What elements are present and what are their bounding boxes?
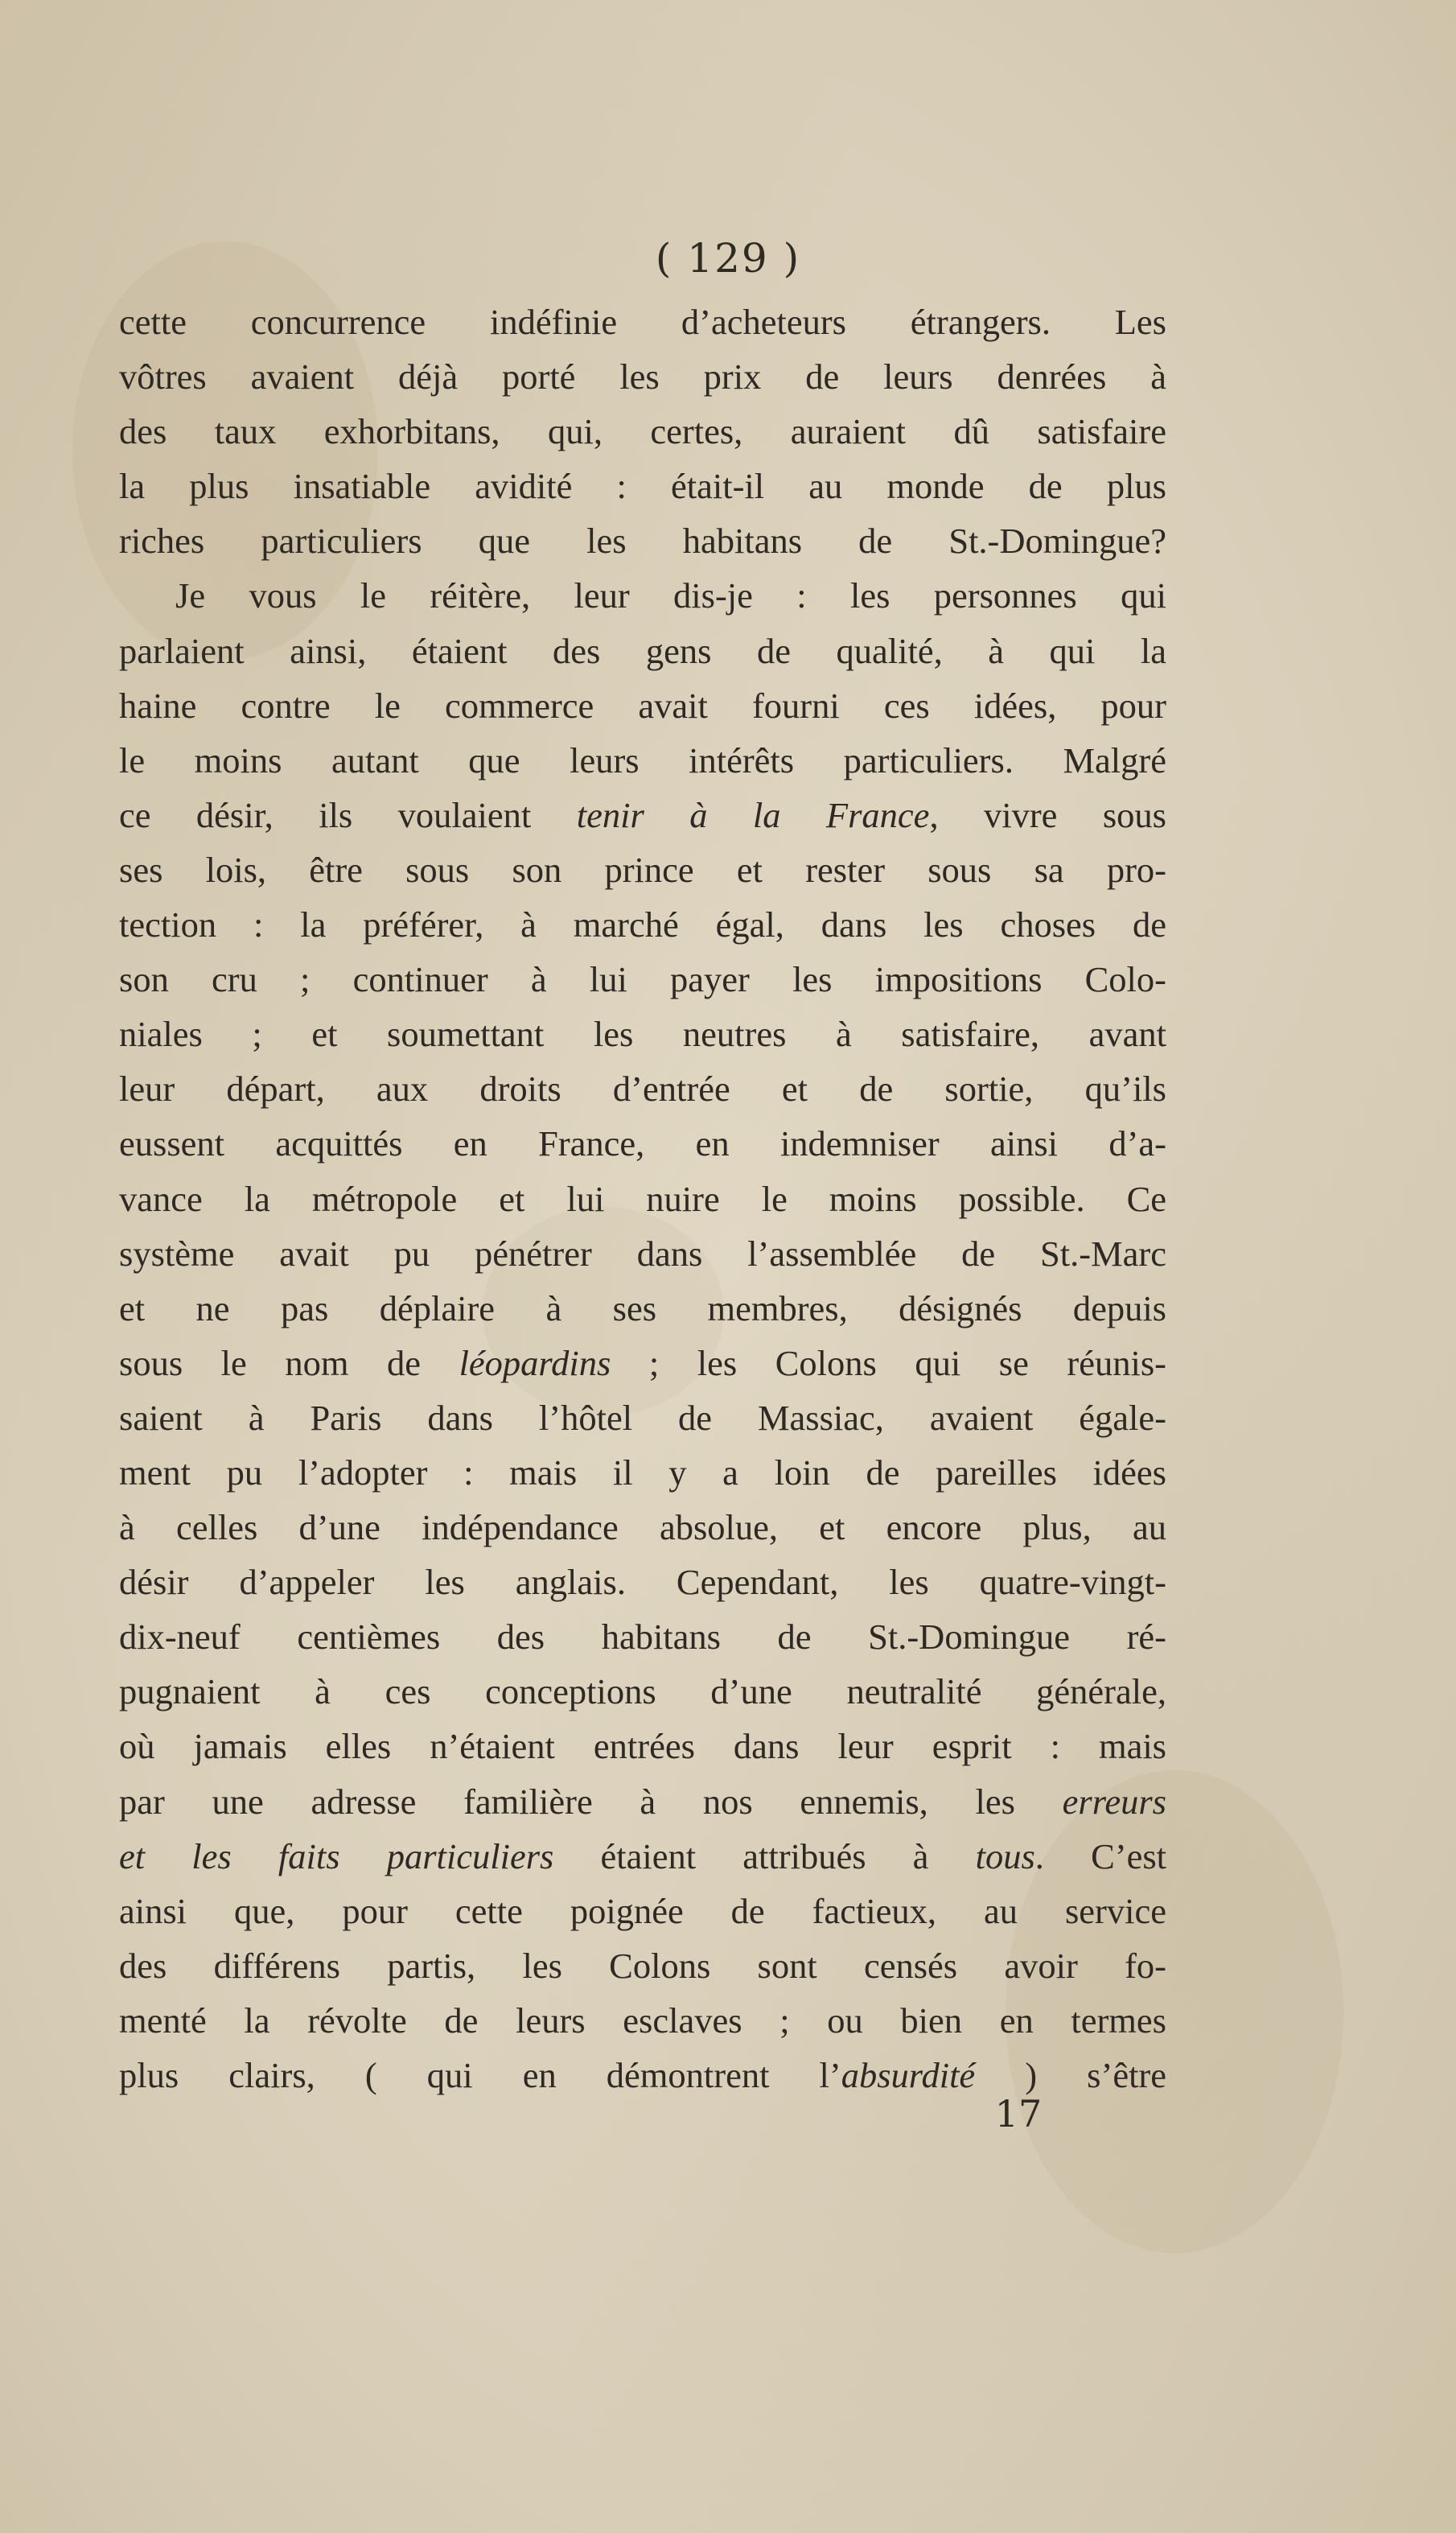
text-run: ainsi que, pour cette poignée de factieux, au service (119, 1890, 1166, 1931)
text-run: à celles d’une indépendance absolue, et encore plus, au (119, 1507, 1166, 1548)
text-run: saient à Paris dans l’hôtel de Massiac, avaient égale- (119, 1397, 1166, 1438)
text-run: où jamais elles n’étaient entrées dans leur esprit : mais (119, 1726, 1166, 1767)
text-run: par une adresse familière à nos ennemis, les (119, 1781, 1063, 1822)
text-run: ce désir, ils voulaient (119, 794, 577, 835)
text-run: dix-neuf centièmes des habitans de St.-Domingue ré- (119, 1617, 1166, 1658)
text-line (119, 1993, 1166, 2048)
italic-text: et les faits particuliers (119, 1835, 554, 1876)
text-run: , vivre sous (929, 794, 1166, 835)
text-line (119, 1884, 1166, 1938)
italic-text: absurdité (841, 2055, 976, 2095)
text-run: et ne pas déplaire à ses membres, désignés depuis (119, 1287, 1166, 1328)
text-run: . C’est (1034, 1835, 1166, 1876)
text-line (119, 459, 1166, 513)
text-run: vôtres avaient déjà porté les prix de leurs denrées à (119, 356, 1166, 397)
text-line (119, 1172, 1166, 1226)
text-line (119, 1445, 1166, 1500)
text-line (119, 788, 1166, 842)
text-run: la plus insatiable avidité : était-il au monde de plus (119, 466, 1166, 507)
text-run: pugnaient à ces conceptions d’une neutralité générale, (119, 1671, 1166, 1712)
text-line (119, 1774, 1166, 1829)
text-run: tection : la préférer, à marché égal, dans les choses de (119, 904, 1166, 945)
text-run: désir d’appeler les anglais. Cependant, les quatre-vingt- (119, 1562, 1166, 1603)
italic-text: léopardins (459, 1342, 611, 1383)
text-line (119, 1281, 1166, 1336)
text-run: son cru ; continuer à lui payer les impositions Colo- (119, 959, 1166, 1000)
text-line (119, 1555, 1166, 1609)
text-run: ses lois, être sous son prince et rester sous sa pro- (119, 849, 1166, 890)
italic-text: tenir à la France (576, 794, 930, 835)
text-line (119, 1664, 1166, 1719)
text-line (119, 1336, 1166, 1390)
text-run: plus clairs, ( qui en démontrent l’ (119, 2055, 841, 2095)
text-line (119, 624, 1166, 678)
text-line (119, 1390, 1166, 1445)
text-line (119, 1719, 1166, 1773)
text-line (119, 294, 1166, 349)
text-run: sous le nom de (119, 1342, 459, 1383)
text-line (119, 678, 1166, 733)
text-line (119, 1829, 1166, 1884)
text-line (119, 513, 1166, 568)
text-line (119, 1609, 1166, 1664)
text-line (119, 1116, 1166, 1171)
text-run: étaient attribués à (553, 1835, 976, 1876)
text-run: cette concurrence indéfinie d’acheteurs étrangers. Les (119, 302, 1166, 342)
text-line (119, 1226, 1166, 1281)
page-number-header: ( 129 ) (655, 235, 801, 282)
text-line (119, 1938, 1166, 1993)
text-line (119, 404, 1166, 459)
text-run: des taux exhorbitans, qui, certes, auraient dû satisfaire (119, 411, 1166, 452)
text-run: menté la révolte de leurs esclaves ; ou bien en termes (119, 2000, 1166, 2041)
text-run: parlaient ainsi, étaient des gens de qualité, à qui la (119, 630, 1166, 671)
text-run: leur départ, aux droits d’entrée et de sortie, qu’ils (119, 1069, 1166, 1110)
text-line (119, 897, 1166, 952)
text-line (119, 952, 1166, 1007)
italic-text: tous (975, 1835, 1035, 1876)
text-line (119, 1007, 1166, 1061)
text-line (119, 733, 1166, 788)
text-run: ) s’être (975, 2055, 1166, 2095)
text-line (119, 349, 1166, 404)
text-run: riches particuliers que les habitans de St.-Domingue? (119, 521, 1166, 562)
text-run: le moins autant que leurs intérêts particuliers. Malgré (119, 739, 1166, 780)
text-run: vance la métropole et lui nuire le moins possible. Ce (119, 1178, 1166, 1219)
text-run: ; les Colons qui se réunis- (611, 1342, 1166, 1383)
text-run: niales ; et soumettant les neutres à satisfaire, avant (119, 1014, 1166, 1055)
text-run: ment pu l’adopter : mais il y a loin de pareilles idées (119, 1452, 1166, 1493)
text-run: haine contre le commerce avait fourni ces idées, pour (119, 685, 1166, 726)
text-run: Je vous le réitère, leur dis-je : les personnes qui (175, 575, 1166, 616)
signature-mark: 17 (994, 2092, 1043, 2136)
text-run: eussent acquittés en France, en indemniser ainsi d’a- (119, 1123, 1166, 1164)
text-run: système avait pu pénétrer dans l’assemblée de St.-Marc (119, 1233, 1166, 1274)
body-text (119, 294, 1166, 2103)
text-line (119, 568, 1166, 623)
italic-text: erreurs (1062, 1781, 1166, 1822)
text-line (119, 842, 1166, 897)
text-run: des différens partis, les Colons sont censés avoir fo- (119, 1945, 1166, 1986)
text-line (119, 1061, 1166, 1116)
text-line (119, 1500, 1166, 1555)
